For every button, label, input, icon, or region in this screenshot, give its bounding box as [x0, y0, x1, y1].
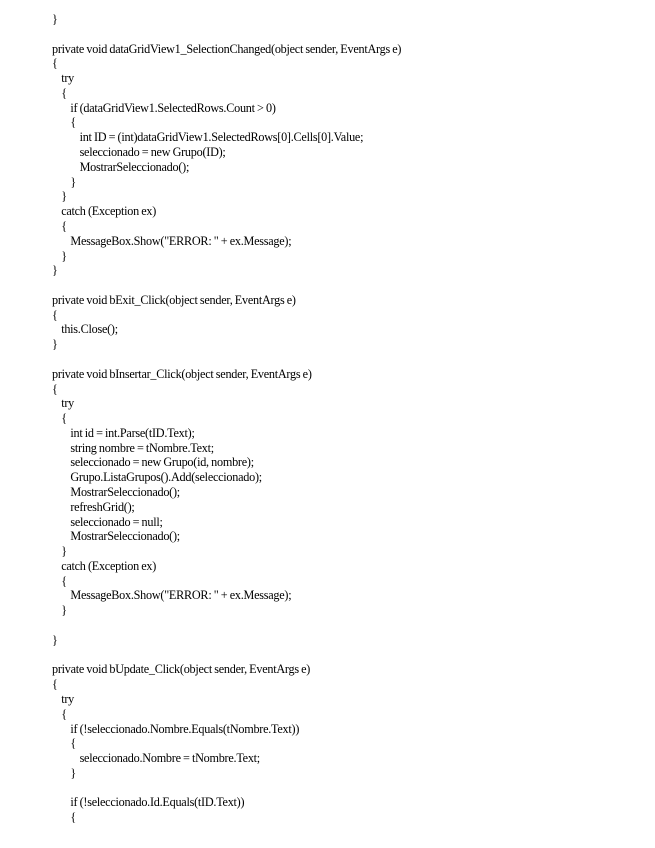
- code-line: int id = int.Parse(tID.Text);: [52, 425, 195, 440]
- code-line: [52, 648, 401, 663]
- code-line: MostrarSeleccionado();: [52, 159, 190, 174]
- code-line: }: [52, 337, 58, 352]
- code-line: {: [52, 411, 67, 426]
- code-line: }: [52, 263, 58, 278]
- code-line: MostrarSeleccionado();: [52, 529, 180, 544]
- code-line: {: [52, 736, 76, 751]
- code-line: if (!seleccionado.Id.Equals(tID.Text)): [52, 795, 245, 810]
- code-line: seleccionado.Nombre = tNombre.Text;: [52, 751, 260, 766]
- code-line: private void dataGridView1_SelectionChanged(object sender, EventArgs e): [52, 41, 402, 56]
- code-line: private void bUpdate_Click(object sender, EventArgs e): [52, 662, 311, 677]
- code-line: {: [52, 307, 58, 322]
- code-line: }: [52, 189, 67, 204]
- code-listing: [52, 12, 401, 825]
- code-line: private void bExit_Click(object sender, EventArgs e): [52, 292, 296, 307]
- code-line: if (dataGridView1.SelectedRows.Count > 0): [52, 100, 276, 115]
- code-line: [52, 278, 401, 293]
- code-line: MessageBox.Show("ERROR: " + ex.Message);: [52, 588, 292, 603]
- code-line: MessageBox.Show("ERROR: " + ex.Message);: [52, 233, 292, 248]
- code-line: {: [52, 85, 67, 100]
- code-line: MostrarSeleccionado();: [52, 485, 180, 499]
- code-line: refreshGrid();: [52, 499, 135, 514]
- code-line: }: [52, 544, 67, 559]
- code-line: }: [52, 765, 76, 780]
- code-line: {: [52, 706, 67, 721]
- code-line: string nombre = tNombre.Text;: [52, 440, 214, 455]
- code-line: [52, 618, 401, 633]
- code-line: seleccionado = new Grupo(ID);: [52, 145, 226, 160]
- code-line: {: [52, 810, 76, 825]
- code-line: seleccionado = null;: [52, 514, 163, 529]
- code-line: }: [52, 632, 58, 647]
- code-line: {: [52, 381, 58, 396]
- code-line: }: [52, 248, 67, 263]
- code-line: Grupo.ListaGrupos().Add(seleccionado);: [52, 470, 262, 485]
- code-line: {: [52, 56, 58, 71]
- code-line: this.Close();: [52, 322, 118, 337]
- code-line: }: [52, 174, 76, 189]
- code-line: [52, 352, 401, 367]
- code-line: catch (Exception ex): [52, 204, 157, 219]
- code-line: seleccionado = new Grupo(id, nombre);: [52, 455, 254, 470]
- code-line: {: [52, 115, 76, 130]
- code-line: private void bInsertar_Click(object sender, EventArgs e): [52, 366, 312, 381]
- code-line: int ID = (int)dataGridView1.SelectedRows[0].Cells[0].Value;: [52, 130, 364, 145]
- code-line: {: [52, 677, 58, 692]
- code-line: }: [52, 12, 58, 26]
- code-line: try: [52, 691, 74, 706]
- code-line: try: [52, 396, 74, 411]
- code-line: if (!seleccionado.Nombre.Equals(tNombre.Text)): [52, 721, 300, 736]
- code-line: {: [52, 218, 67, 233]
- code-line: catch (Exception ex): [52, 558, 157, 573]
- code-line: [52, 27, 401, 42]
- code-line: [52, 781, 401, 796]
- code-line: }: [52, 603, 67, 618]
- code-line: {: [52, 573, 67, 588]
- code-line: try: [52, 71, 74, 86]
